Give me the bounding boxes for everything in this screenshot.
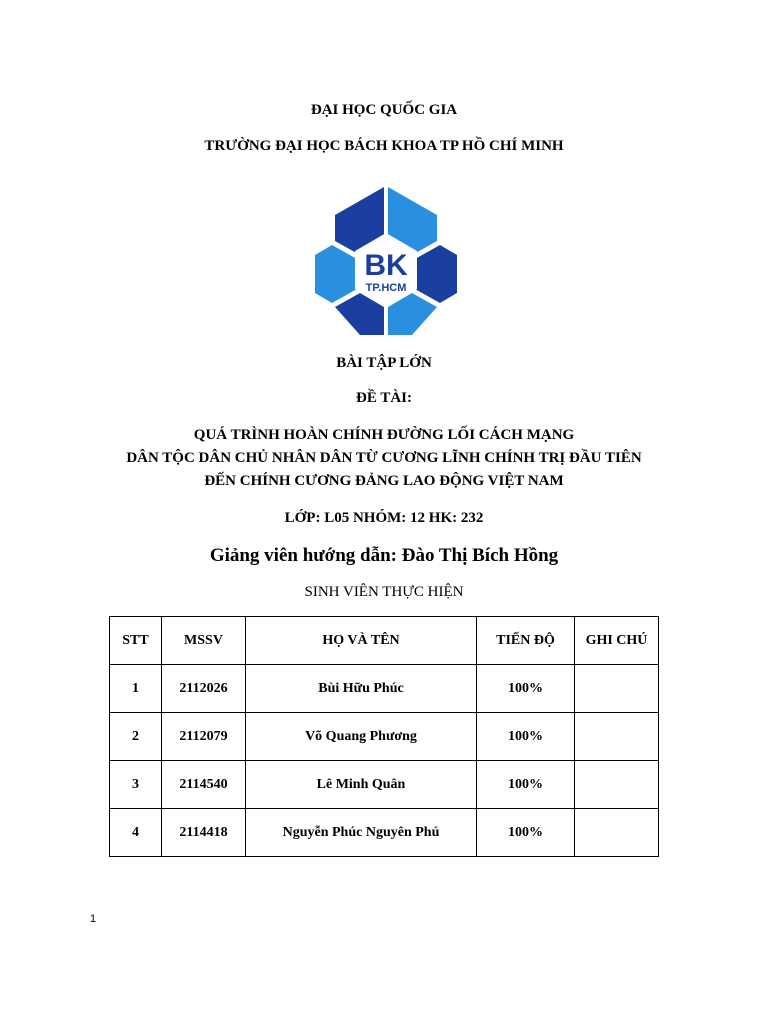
assignment-type: BÀI TẬP LỚN xyxy=(336,355,432,371)
cell-note xyxy=(575,809,659,857)
header-name: HỌ VÀ TÊN xyxy=(246,617,477,665)
bk-logo xyxy=(313,185,459,337)
cell-mssv: 2114418 xyxy=(162,809,246,857)
logo-segment-right xyxy=(415,245,457,303)
topic-line-1: QUÁ TRÌNH HOÀN CHÍNH ĐƯỜNG LỐI CÁCH MẠNG xyxy=(193,427,575,443)
cell-mssv: 2114540 xyxy=(162,761,246,809)
header-mssv: MSSV xyxy=(162,617,246,665)
logo-text-sub: TP.HCM xyxy=(365,282,407,294)
logo-segment-left xyxy=(315,245,357,303)
cell-mssv: 2112026 xyxy=(162,665,246,713)
cell-name: Võ Quang Phương xyxy=(246,713,477,761)
class-info: LỚP: L05 NHÓM: 12 HK: 232 xyxy=(284,510,484,526)
cell-stt: 4 xyxy=(110,809,162,857)
table-header-row xyxy=(110,617,659,665)
topic-label: ĐỀ TÀI: xyxy=(356,390,412,406)
topic-line-3: ĐẾN CHÍNH CƯƠNG ĐẢNG LAO ĐỘNG VIỆT NAM xyxy=(204,473,564,489)
instructor: Giảng viên hướng dẫn: Đào Thị Bích Hồng xyxy=(209,545,559,566)
students-table xyxy=(109,616,659,857)
table-row xyxy=(110,761,659,809)
cell-name: Bùi Hữu Phúc xyxy=(246,665,477,713)
cell-progress: 100% xyxy=(477,761,575,809)
header-note: GHI CHÚ xyxy=(575,617,659,665)
table-row xyxy=(110,809,659,857)
cell-note xyxy=(575,665,659,713)
header-stt: STT xyxy=(110,617,162,665)
header-progress: TIẾN ĐỘ xyxy=(477,617,575,665)
cell-progress: 100% xyxy=(477,713,575,761)
topic-line-2: DÂN TỘC DÂN CHỦ NHÂN DÂN TỪ CƯƠNG LĨNH CHÍNH TRỊ ĐẦU TIÊN xyxy=(126,450,642,466)
cell-note xyxy=(575,713,659,761)
students-heading: SINH VIÊN THỰC HIỆN xyxy=(304,584,464,600)
cell-stt: 2 xyxy=(110,713,162,761)
university-name: ĐẠI HỌC QUỐC GIA xyxy=(310,102,458,118)
cell-progress: 100% xyxy=(477,809,575,857)
cell-note xyxy=(575,761,659,809)
cell-stt: 1 xyxy=(110,665,162,713)
table-row xyxy=(110,665,659,713)
page-number: 1 xyxy=(90,913,97,925)
cell-name: Nguyễn Phúc Nguyên Phú xyxy=(246,809,477,857)
table-row xyxy=(110,713,659,761)
cell-name: Lê Minh Quân xyxy=(246,761,477,809)
logo-text-bk: BK xyxy=(364,249,408,282)
cell-stt: 3 xyxy=(110,761,162,809)
school-name: TRƯỜNG ĐẠI HỌC BÁCH KHOA TP HỒ CHÍ MINH xyxy=(204,138,564,154)
cell-mssv: 2112079 xyxy=(162,713,246,761)
cell-progress: 100% xyxy=(477,665,575,713)
